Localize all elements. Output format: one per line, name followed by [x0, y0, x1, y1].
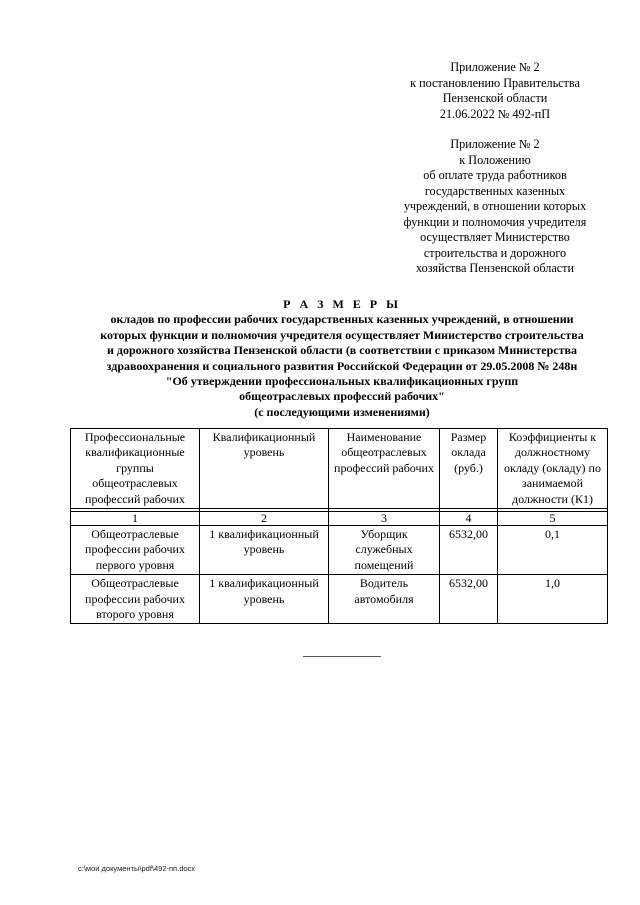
level-cell: 1 квалификационный уровень [200, 526, 329, 575]
appendix-line: к постановлению Правительства [410, 75, 580, 90]
coefficient-cell: 1,0 [498, 575, 608, 624]
column-number: 3 [329, 512, 440, 526]
appendix-line: строительства и дорожного [423, 245, 567, 260]
profession-cell: Водитель автомобиля [329, 575, 440, 624]
heading-line: здравоохранения и социального развития Российской Федерации от 29.05.2008 № 248н [106, 358, 578, 373]
document-title: Р А З М Е Р Ы [283, 297, 401, 311]
appendix-date-number: 21.06.2022 № 492-пП [439, 106, 551, 121]
table-row [71, 526, 608, 575]
closing-rule [303, 656, 381, 657]
appendix-line: об оплате труда работников [423, 168, 567, 182]
appendix-line: осуществляет Министерство [420, 230, 570, 244]
table-header-row [71, 429, 608, 509]
level-cell: 1 квалификационный уровень [200, 575, 329, 624]
heading-line: "Об утверждении профессиональных квалификационных групп [165, 374, 519, 389]
header-cell: Коэффициенты к должностному окладу (окладу) по занимаемой должности (К1) [498, 429, 608, 509]
appendix-line: Приложение № 2 [450, 137, 540, 151]
appendix-line: учреждений, в отношении которых [403, 199, 587, 213]
group-cell: Общеотраслевые профессии рабочих второго уровня [71, 575, 200, 624]
heading-line: которых функции и полномочия учредителя осуществляет Министерство строительства [100, 327, 584, 342]
heading-line: общеотраслевых профессий рабочих" [239, 389, 445, 404]
file-path-footer: c:\мои документы\pdf\492-пп.docx [78, 864, 196, 873]
column-number: 1 [71, 512, 200, 526]
heading-line: и дорожного хозяйства Пензенской области (в соответствии с приказом Министерства [107, 343, 577, 358]
appendix-line: Приложение № 2 [450, 60, 540, 74]
column-number: 5 [498, 512, 608, 526]
appendix-line: Пензенской области [442, 91, 548, 105]
heading-line: окладов по профессии рабочих государственных казенных учреждений, в отношении [110, 312, 574, 327]
header-cell: Профессиональные квалификационные группы общеотраслевых профессий рабочих [71, 429, 200, 509]
appendix-to-regulation [380, 137, 610, 277]
table-row [71, 575, 608, 624]
salary-table [70, 428, 608, 624]
header-cell: Наименование общеотраслевых профессий рабочих [329, 429, 440, 509]
appendix-line: хозяйства Пензенской области [415, 261, 575, 275]
appendix-line: государственных казенных [424, 183, 566, 198]
column-number-row [71, 512, 608, 526]
document-heading [60, 297, 624, 420]
header-cell: Квалификационный уровень [200, 429, 329, 509]
profession-cell: Уборщик служебных помещений [329, 526, 440, 575]
column-number: 4 [440, 512, 498, 526]
column-number: 2 [200, 512, 329, 526]
group-cell: Общеотраслевые профессии рабочих первого уровня [71, 526, 200, 575]
coefficient-cell: 0,1 [498, 526, 608, 575]
appendix-to-resolution [380, 60, 610, 122]
appendix-line: функции и полномочия учредителя [403, 214, 587, 229]
salary-cell: 6532,00 [440, 526, 498, 575]
appendix-line: к Положению [459, 152, 531, 167]
header-cell: Размер оклада (руб.) [440, 429, 498, 509]
heading-line: (с последующими изменениями) [254, 404, 430, 419]
salary-cell: 6532,00 [440, 575, 498, 624]
